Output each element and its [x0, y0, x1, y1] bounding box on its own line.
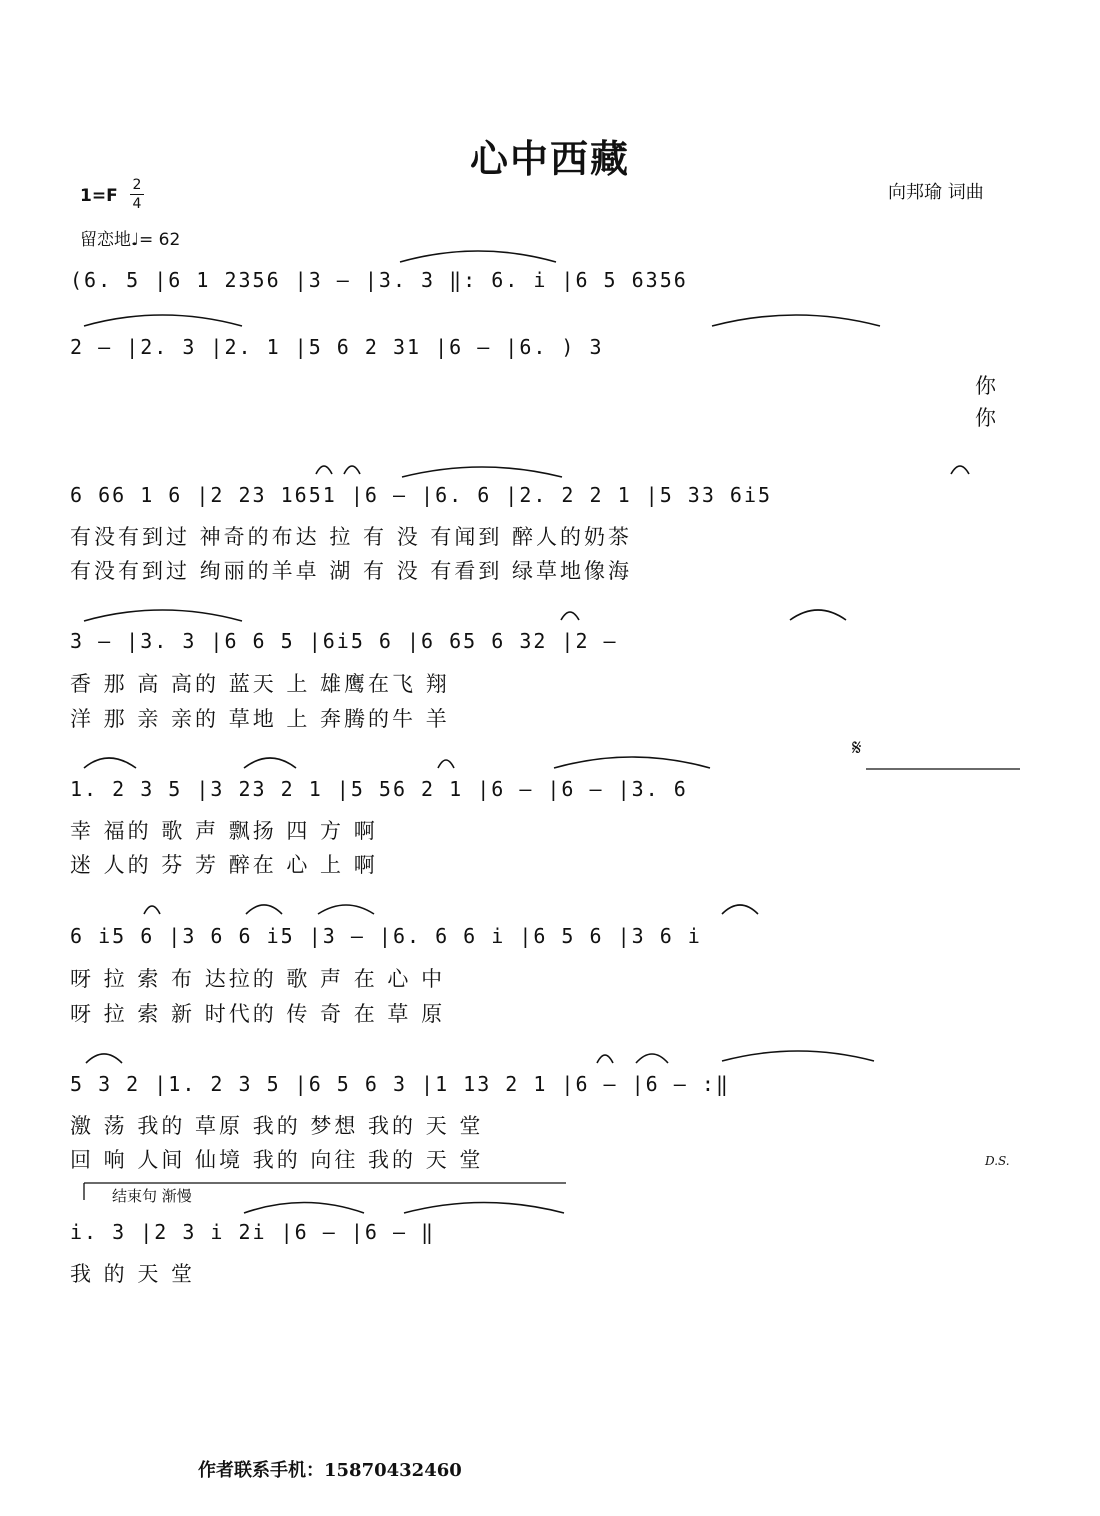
lyric-line-7a: 激 荡 我的 草原 我的 梦想 我的 天 堂	[70, 1114, 484, 1138]
notation-line-8: i. 3 |2 3 i 2i |6 – |6 – ‖	[70, 1220, 436, 1244]
slur-22	[722, 1051, 874, 1061]
slur-15	[144, 906, 160, 914]
lyric-line-4a: 香 那 高 高的 蓝天 上 雄鹰在飞 翔	[70, 672, 450, 696]
slur-17	[318, 905, 374, 914]
time-signature	[130, 178, 144, 211]
slur-18	[722, 905, 758, 914]
slur-11	[84, 758, 136, 768]
slur-24	[404, 1203, 564, 1214]
notation-line-1: (6. 5 |6 1 2356 |3 – |3. 3 ‖: 6. i |6 5 6356	[70, 268, 688, 292]
notation-line-7: 5 3 2 |1. 2 3 5 |6 5 6 3 |1 13 2 1 |6 – |6 – :‖	[70, 1072, 730, 1096]
slur-2	[84, 315, 242, 326]
lyric-line-4b: 洋 那 亲 亲的 草地 上 奔腾的牛 羊	[70, 707, 450, 731]
slur-13	[438, 760, 454, 768]
slur-14	[554, 757, 710, 768]
notation-line-3: 6 66 1 6 |2 23 1651 |6 – |6. 6 |2. 2 2 1 |5 33 6i5	[70, 483, 773, 507]
lyric-line-7b: 回 响 人间 仙境 我的 向往 我的 天 堂	[70, 1148, 484, 1172]
slur-9	[561, 612, 579, 620]
notation-line-6: 6 i5 6 |3 6 6 i5 |3 – |6. 6 6 i |6 5 6 |3 6 i	[70, 924, 702, 948]
slur-6	[344, 466, 360, 474]
slur-5	[316, 466, 332, 474]
notation-line-5: 1. 2 3 5 |3 23 2 1 |5 56 2 1 |6 – |6 – |3. 6	[70, 777, 688, 801]
slur-10	[790, 610, 846, 620]
slur-19	[86, 1054, 122, 1063]
lyric-line-6a: 呀 拉 索 布 达拉的 歌 声 在 心 中	[70, 967, 446, 991]
slur-16	[246, 905, 282, 914]
lyric-line-3a: 有没有到过 神奇的布达 拉 有 没 有闻到 醉人的奶茶	[70, 525, 633, 549]
ending-marking: 结束句 渐慢	[112, 1187, 192, 1205]
song-title: 心中西藏	[469, 136, 630, 181]
notation-line-2: 2 – |2. 3 |2. 1 |5 6 2 31 |6 – |6. ) 3	[70, 335, 604, 359]
time-signature-top: 2	[132, 177, 142, 193]
slur-3	[712, 315, 880, 326]
key-signature: 1=F	[80, 186, 118, 206]
ds-mark: D.S.	[985, 1154, 1010, 1168]
tempo-marking: 留恋地♩= 62	[80, 230, 181, 250]
segno-mark: 𝄋	[852, 736, 862, 761]
slur-20	[597, 1055, 613, 1063]
slur-12	[244, 758, 296, 768]
lyric-line-2a: 你	[975, 374, 999, 398]
composer-credit: 向邦瑜 词曲	[888, 182, 984, 203]
slur-7	[951, 466, 969, 474]
lyric-line-6b: 呀 拉 索 新 时代的 传 奇 在 草 原	[70, 1002, 446, 1026]
slur-1	[400, 251, 556, 262]
slur-8	[84, 610, 242, 621]
lyric-line-2b: 你	[975, 406, 999, 430]
slur-23	[244, 1203, 364, 1214]
author-contact: 作者联系手机：15870432460	[198, 1460, 462, 1481]
lyric-line-5a: 幸 福的 歌 声 飘扬 四 方 啊	[70, 819, 378, 843]
slur-4	[402, 467, 562, 477]
lyric-line-8a: 我 的 天 堂	[70, 1262, 196, 1286]
lyric-line-3b: 有没有到过 绚丽的羊卓 湖 有 没 有看到 绿草地像海	[70, 559, 633, 583]
slur-21	[636, 1054, 668, 1063]
lyric-line-5b: 迷 人的 芬 芳 醉在 心 上 啊	[70, 853, 378, 877]
time-signature-bottom: 4	[132, 196, 142, 212]
notation-line-4: 3 – |3. 3 |6 6 5 |6i5 6 |6 65 6 32 |2 –	[70, 629, 618, 653]
